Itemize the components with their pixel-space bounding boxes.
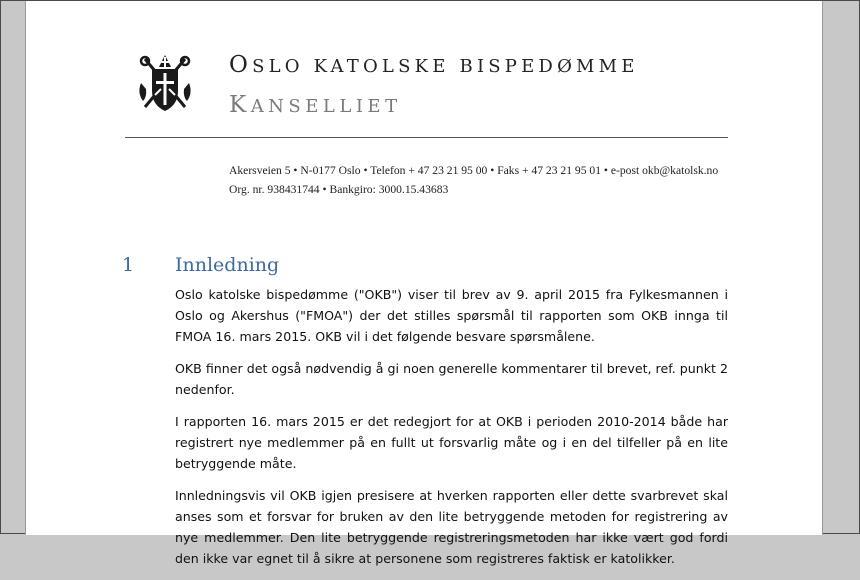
- paragraph: Innledningsvis vil OKB igjen presisere at hverken rapporten eller dette svarbrevet skal anses som et forsvar for bruken av den lite betryggende metoden for registrering av nye medlemmer. Den lite betryggende registreringsmetoden har ikke vært god fordi den ikke var egnet til å sikre at personene som registreres faktisk er katolikker.: [175, 488, 728, 566]
- body-text: [175, 284, 728, 580]
- contact-line-address: Akersveien 5 • N-0177 Oslo • Telefon + 47 23 21 95 00 • Faks + 47 23 21 95 01 • e-post okb@katolsk.no: [229, 164, 719, 177]
- contact-line-registration: Org. nr. 938431744 • Bankgiro: 3000.15.43683: [229, 183, 449, 196]
- letterhead-divider: [125, 137, 728, 138]
- organization-title: OSLO KATOLSKE BISPEDØMME: [229, 52, 639, 78]
- paragraph: OKB finner det også nødvendig å gi noen generelle kommentarer til brevet, ref. punkt 2 nedenfor.: [175, 361, 728, 397]
- contact-block: [229, 161, 718, 199]
- organization-department: KANSELLIET: [229, 92, 402, 118]
- paragraph: I rapporten 16. mars 2015 er det redegjort for at OKB i perioden 2010-2014 både har registrert nye medlemmer på en fullt ut forsvarlig måte og i en del tilfeller på en lite betryggende måte.: [175, 414, 728, 471]
- paragraph: Oslo katolske bispedømme ("OKB") viser til brev av 9. april 2015 fra Fylkesmannen i Oslo og Akershus ("FMOA") der det stilles spørsmål til rapporten som OKB innga til FMOA 16. mars 2015. OKB vil i det følgende besvare spørsmålene.: [175, 287, 728, 344]
- section-title: Innledning: [175, 254, 280, 276]
- document-page[interactable]: [25, 1, 823, 566]
- section-number: 1: [122, 254, 135, 276]
- diocese-coat-of-arms-icon: [137, 53, 193, 115]
